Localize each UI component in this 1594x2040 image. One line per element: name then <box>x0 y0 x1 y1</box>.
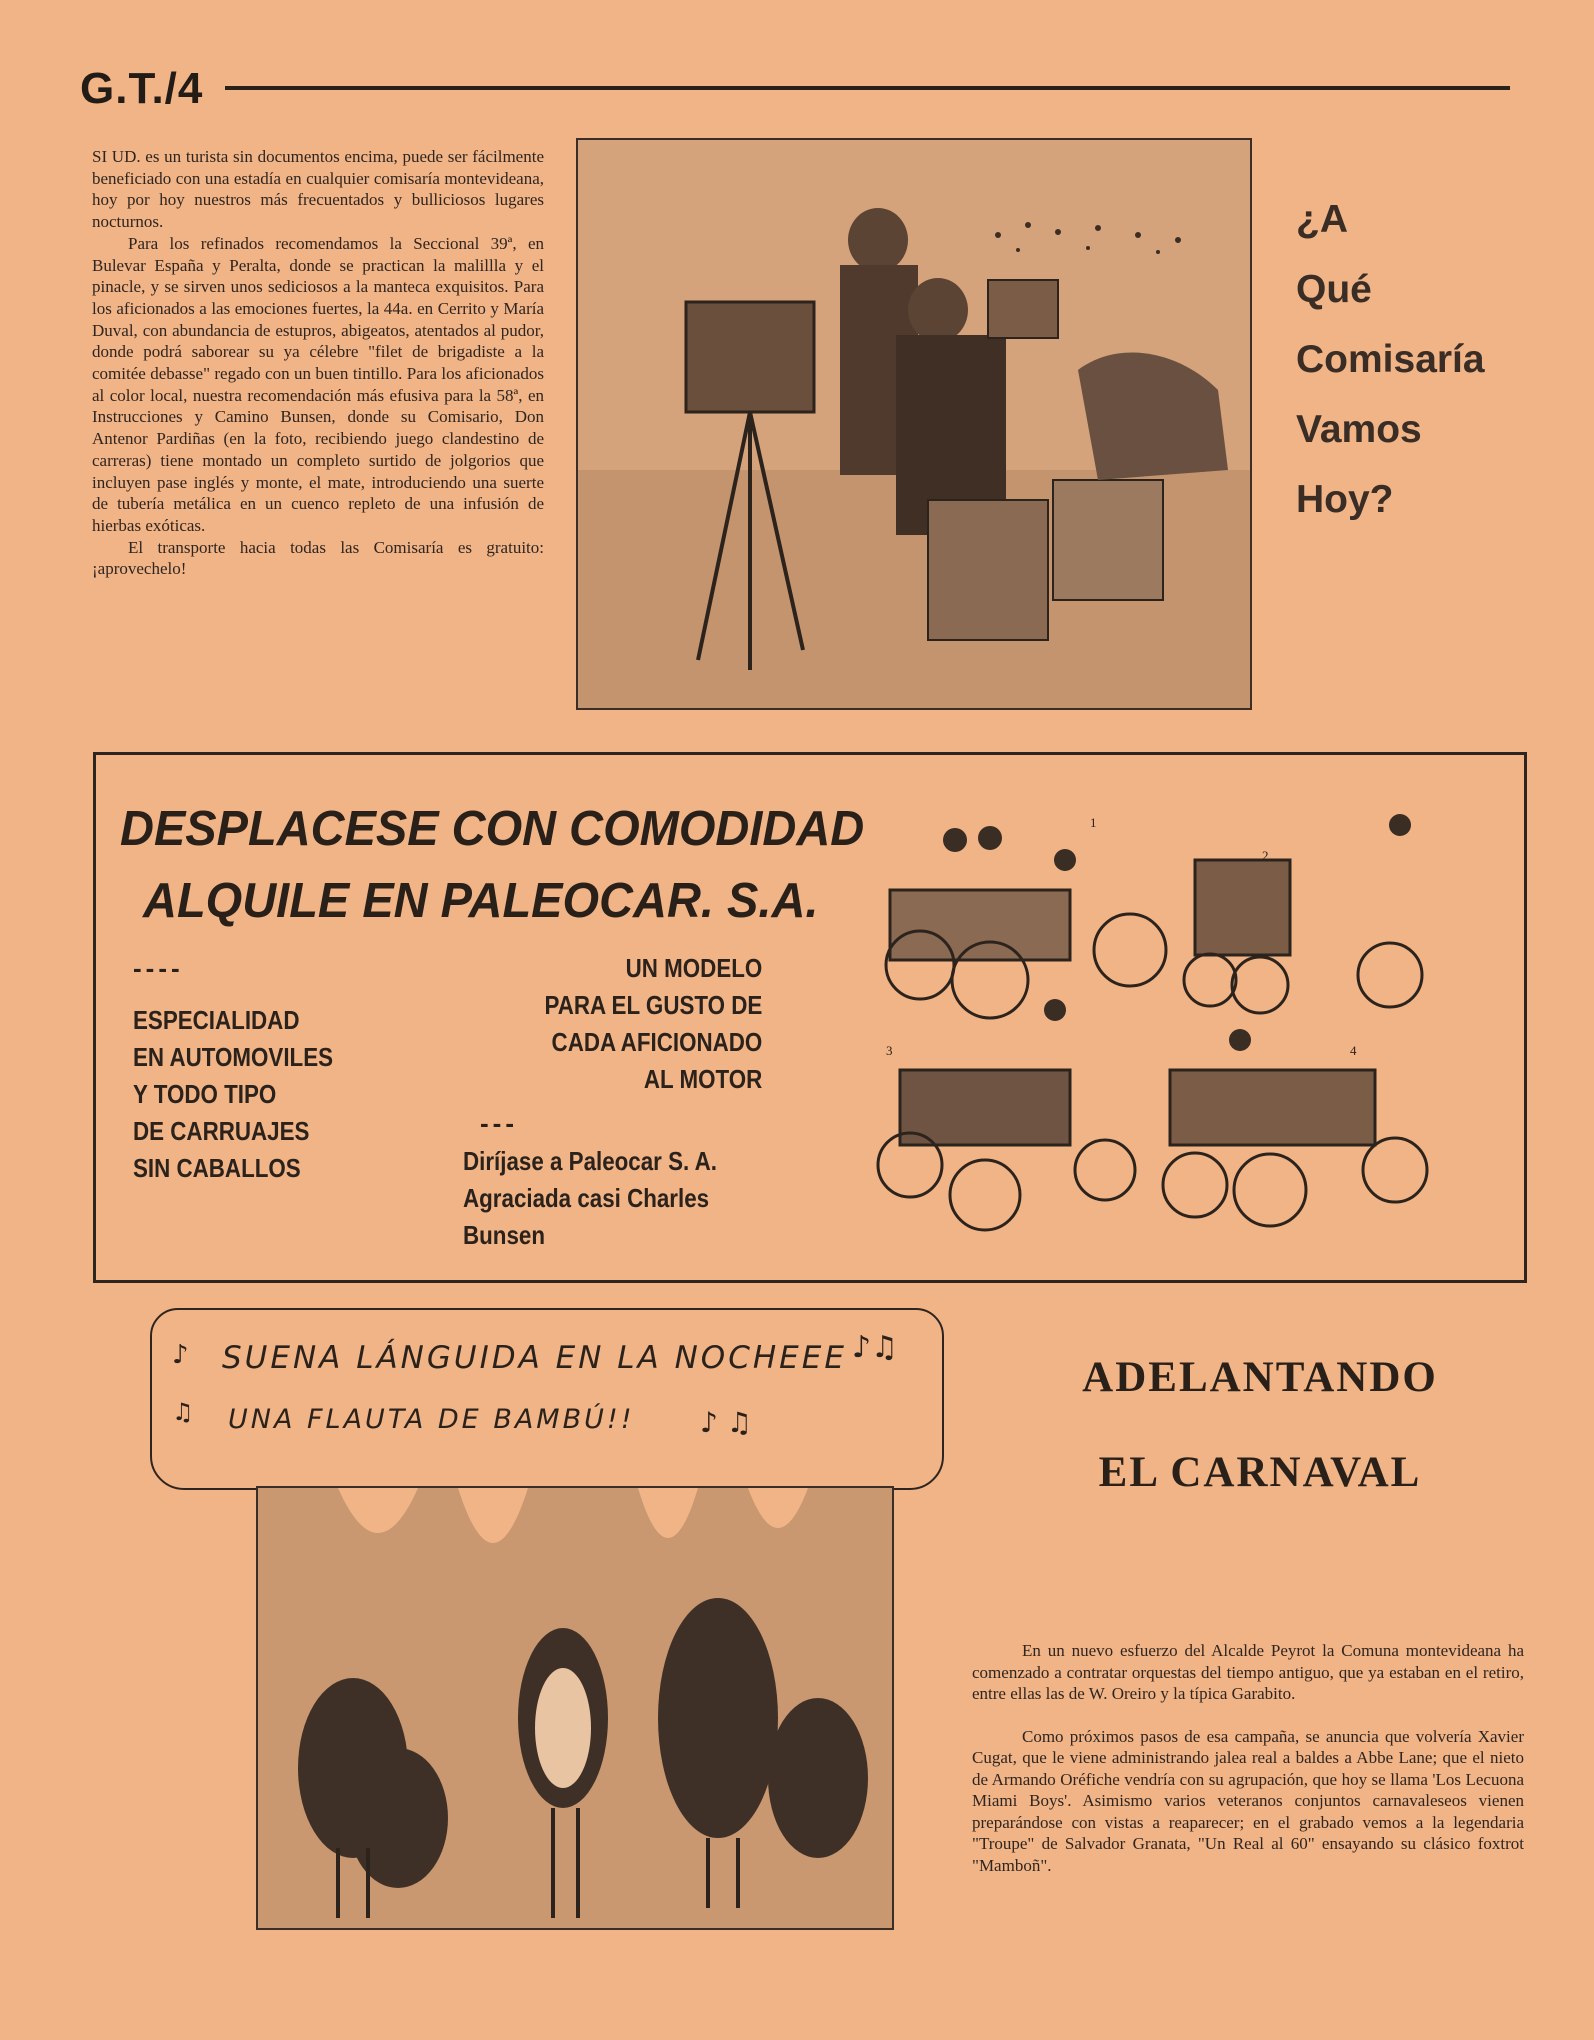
car-number: 1 <box>1090 815 1097 830</box>
ad-specialty-line: DE CARRUAJES <box>133 1116 310 1146</box>
cars-engraving <box>860 800 1440 1240</box>
ad-specialty-line: ESPECIALIDAD <box>133 1005 300 1035</box>
side-title-line: Comisaría <box>1296 338 1485 381</box>
speech-bubble <box>150 1308 944 1490</box>
bubble-line-1: SUENA LÁNGUIDA EN LA NOCHEEE <box>222 1340 847 1376</box>
article-paragraph-2: Para los refinados recomendamos la Seccional 39ª, en Bulevar España y Peralta, donde se practican la malillla y el pinacle, y se sirven unos sediciosos a la manteca exquisitos. Para los aficionados a las emociones fuertes, la 44a. en Cerrito y María Duval, con abundancia de estupros, abigeatos, atentados al pudor, donde podrá saborear su ya célebre "filet de brigadiste a la comitée debasse" regado con un buen tintillo. Para los aficionados al color local, nuestra recomendación más efusiva para la 58ª, en Instrucciones y Camino Bunsen, donde su Comisario, Don Antenor Pardiñas (en la foto, recibiendo juego clandestino de carreras) tiene montado un completo surtido de jolgorios que incluyen pase inglés y monte, el mate, introduciendo una suerte de tubería metálica en un cuenco repleto de una infusión de hierbas exóticas. <box>92 233 544 535</box>
car-number: 3 <box>886 1043 893 1058</box>
ad-specialty-line: SIN CABALLOS <box>133 1153 301 1183</box>
ad-dash-left: ---- <box>133 953 184 983</box>
carnaval-paragraph-2: Como próximos pasos de esa campaña, se anuncia que volvería Xavier Cugat, que le viene administrando jalea real a baldes a Abbe Lane; que el nieto de Armando Oréfiche vendría con su agrupación, que hoy se llama 'Los Lecuona Miami Boys'. Asimismo varios veteranos conjuntos carnavaleseos vienen preparándose con vistas a reaparecer; en el grabado vemos a la legendaria "Troupe" de Salvador Granata, "Un Real al 60" ensayando su clásico foxtrot "Mamboñ". <box>972 1726 1524 1875</box>
header-rule <box>225 86 1510 90</box>
ad-specialty <box>133 1002 333 1187</box>
bubble-line-2: UNA FLAUTA DE BAMBÚ!! <box>228 1404 635 1435</box>
ad-headline-2: ALQUILE EN PALEOCAR. S.A. <box>143 871 819 928</box>
ad-address-line: Diríjase a Paleocar S. A. <box>463 1146 717 1176</box>
ad-model <box>544 950 762 1098</box>
ad-dash-mid: --- <box>480 1108 518 1138</box>
ad-model-line: CADA AFICIONADO <box>551 1027 762 1057</box>
ad-address-line: Agraciada casi Charles <box>463 1183 710 1213</box>
side-title-line: Qué <box>1296 268 1372 311</box>
music-note-icon: ♪ ♫ <box>700 1406 752 1439</box>
carnaval-paragraph-1: En un nuevo esfuerzo del Alcalde Peyrot la Comuna montevideana ha comenzado a contratar orquestas del tiempo antiguo, que ya estaban en el retiro, entre ellas las de W. Oreiro y la típica Garabito. <box>972 1641 1524 1703</box>
carnaval-title-2: EL CARNAVAL <box>1098 1449 1422 1496</box>
side-title-line: Hoy? <box>1296 478 1394 521</box>
side-title <box>1296 185 1485 535</box>
side-title-line: ¿A <box>1296 198 1348 241</box>
article-text <box>92 146 544 580</box>
article-paragraph-1: SI UD. es un turista sin documentos encima, puede ser fácilmente beneficiado con una estadía en cualquier comisaría montevideana, hoy por hoy nuestros más frecuentados y bulliciosos lugares nocturnos. <box>92 147 544 232</box>
music-note-icon: ♫ <box>172 1398 194 1426</box>
ad-model-line: AL MOTOR <box>643 1064 762 1094</box>
music-note-icon: ♪♫ <box>852 1330 899 1365</box>
ad-specialty-line: Y TODO TIPO <box>133 1079 277 1109</box>
article-paragraph-3: El transporte hacia todas las Comisaría es gratuito: ¡aprovechelo! <box>92 537 544 579</box>
page-tag: G.T./4 <box>80 64 204 113</box>
ad-address-line: Bunsen <box>463 1220 545 1250</box>
carnaval-title-1: ADELANTANDO <box>1082 1354 1438 1401</box>
side-title-line: Vamos <box>1296 408 1422 451</box>
ad-model-line: PARA EL GUSTO DE <box>544 990 762 1020</box>
ad-address <box>463 1143 717 1254</box>
car-number: 4 <box>1350 1043 1357 1058</box>
music-note-icon: ♪ <box>172 1340 189 1370</box>
ad-headline-1: DESPLACESE CON COMODIDAD <box>120 799 865 856</box>
ad-model-line: UN MODELO <box>625 953 762 983</box>
car-number: 2 <box>1262 848 1269 863</box>
photographers-engraving <box>576 138 1252 710</box>
storks-engraving <box>256 1486 894 1930</box>
carnaval-text <box>972 1640 1524 1897</box>
ad-specialty-line: EN AUTOMOVILES <box>133 1042 334 1072</box>
